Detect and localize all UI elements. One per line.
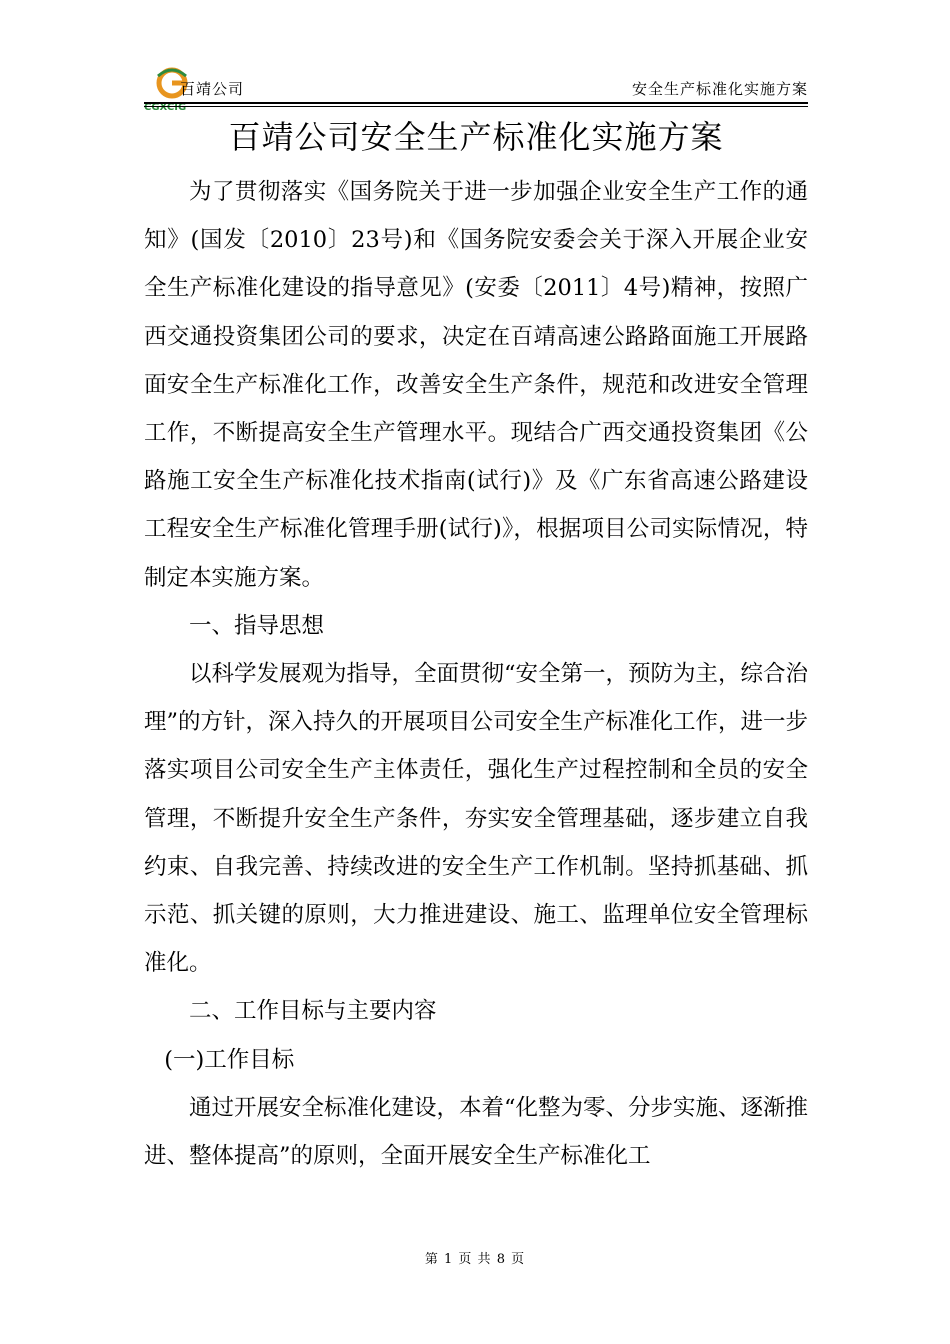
paragraph-guiding-thought: 以科学发展观为指导，全面贯彻“安全第一，预防为主，综合治理”的方针，深入持久的开展项目公司安全生产标准化工作，进一步落实项目公司安全生产主体责任，强化生产过程控制和全员的安全管理，不断提升安全生产条件，夯实安全管理基础，逐步建立自我约束、自我完善、持续改进的安全生产工作机制。坚持抓基础、抓示范、抓关键的原则，大力推进建设、施工、监理单位安全管理标准化。 [144,661,809,977]
heading-goals-content: 二、工作目标与主要内容 [189,998,437,1025]
header-rule-thin [144,106,808,107]
header-company: 百靖公司 [180,80,245,98]
heading-guiding-thought: 一、指导思想 [189,612,325,639]
logo-text: CGXCIG [144,102,187,112]
header-rule [144,102,808,104]
page-header [144,66,808,112]
page-footer: 第 1 页 共 8 页 [424,1252,526,1267]
document-title: 百靖公司安全生产标准化实施方案 [228,118,724,156]
paragraph-intro: 为了贯彻落实《国务院关于进一步加强企业安全生产工作的通知》(国发〔2010〕23号)和《国务院安委会关于深入开展企业安全生产标准化建设的指导意见》(安委〔2011〕4号)精神，按照广西交通投资集团公司的要求，决定在百靖高速公路路面施工开展路面安全生产标准化工作，改善安全生产条件，规范和改进安全管理工作，不断提高安全生产管理水平。现结合广西交通投资集团《公路施工安全生产标准化技术指南(试行)》及《广东省高速公路建设工程安全生产标准化管理手册(试行)》，根据项目公司实际情况，特制定本实施方案。 [144,179,808,591]
heading-work-goals: (一)工作目标 [164,1046,295,1073]
document-body [144,168,808,1180]
paragraph-work-goals: 通过开展安全标准化建设，本着“化整为零、分步实施、逐渐推进、整体提高”的原则，全面开展安全生产标准化工 [144,1094,809,1170]
header-doc-title: 安全生产标准化实施方案 [631,80,808,98]
